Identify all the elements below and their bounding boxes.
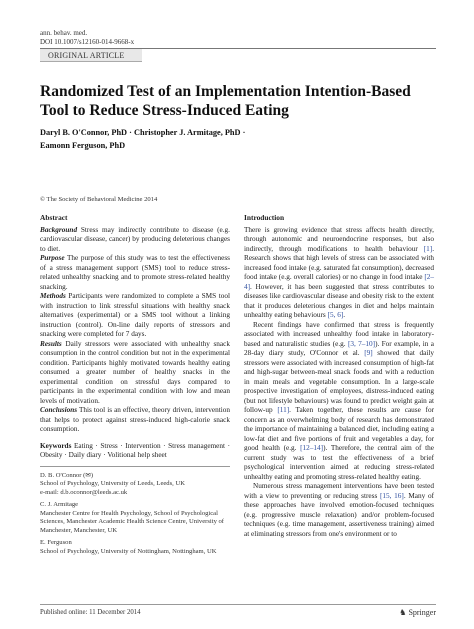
- body-text: .: [343, 311, 346, 319]
- citation-link[interactable]: [12–14]: [300, 444, 324, 452]
- body-text: Numerous stress management interventions have been tested with a view to preventing or reducing stress: [244, 482, 434, 500]
- abstract-label: Conclusions: [40, 406, 78, 414]
- affiliation-block: [40, 472, 230, 498]
- affiliation-address: School of Psychology, University of Leeds, Leeds, UK: [40, 480, 185, 487]
- body-text: . Many of these approaches have involved emotion-focused techniques (e.g. progressive muscle relaxation) and/or problem-focused techniques (e.g. time management, assertiveness training) aimed at eliminating stressors from one's environment or to: [244, 491, 434, 538]
- citation-link[interactable]: [2–4]: [244, 273, 434, 291]
- affiliation-block: [40, 539, 230, 556]
- body-text: showed that daily stressors were associated with increased consumption of high-fat and high-sugar between-meal snack foods and with a reduction in main meals and vegetable consumption. In a large-scale prospective investigation of employees, distress-induced eating (but not lifestyle behaviours) was found to predict weight gain at follow-up: [244, 349, 434, 414]
- abstract-text: Participants were randomized to complete a SMS tool with instruction to link stressful situations with healthy snack alternatives (experimental) or a SMS tool without a linking instruction (control). On-line daily reports of stressors and snacking were completed for 7 days.: [40, 292, 230, 338]
- affiliation-divider: [40, 466, 230, 467]
- affiliation-name: E. Ferguson: [40, 539, 72, 546]
- published-date: Published online: 11 December 2014: [40, 609, 141, 616]
- authors-line: Eamonn Ferguson, PhD: [40, 141, 126, 150]
- left-column: [40, 213, 230, 560]
- abstract-heading: Abstract: [40, 213, 68, 222]
- keywords: [40, 442, 230, 461]
- body-text: ). For example, in a 28-day diary study, O'Connor et al.: [244, 339, 434, 357]
- abstract-label: Results: [40, 339, 62, 348]
- authors-line: Daryl B. O'Connor, PhD · Christopher J. Armitage, PhD ·: [40, 128, 246, 137]
- citation-link[interactable]: [5, 6]: [327, 311, 344, 319]
- affiliation-name: D. B. O'Connor (✉): [40, 471, 94, 479]
- citation-link[interactable]: [15, 16]: [379, 491, 404, 500]
- right-column: [244, 213, 434, 539]
- abstract-text: Daily stressors were associated with unhealthy snack consumption in the control condition but not in the experimental condition. Participants highly motivated towards healthy eating consumed a greater number of healthy snacks in the experimental condition on stressful days compared to participants in the experimental condition with low and mean levels of motivation.: [40, 339, 230, 405]
- publisher-logo: [399, 608, 436, 617]
- intro-paragraph-3: [244, 482, 434, 539]
- intro-paragraph-2: [244, 321, 434, 483]
- affiliation-email[interactable]: e-mail: d.b.oconnor@leeds.ac.uk: [40, 488, 128, 496]
- doi: DOI 10.1007/s12160-014-9668-x: [40, 38, 135, 46]
- abstract-label: Background: [40, 225, 78, 234]
- abstract-text: This tool is an effective, theory driven, intervention that helps to protect against stress-induced high-calorie snack consumption.: [40, 406, 230, 433]
- intro-paragraph-1: [244, 226, 434, 321]
- affiliation-name: C. J. Armitage: [40, 501, 79, 508]
- body-text: . Taken together, these results are cause for concern as an overwhelming body of research has demonstrated the importance of maintaining a balanced diet, including eating a low-fat diet and five portions of fruit and vegetables a day, for good health (e.g.: [244, 406, 435, 452]
- abstract-background: [40, 226, 230, 255]
- springer-horse-icon: ♞: [399, 608, 407, 617]
- abstract-text: Stress may indirectly contribute to disease (e.g. cardiovascular disease, cancer) by producing deleterious changes to diet.: [40, 225, 230, 253]
- affiliation-block: [40, 501, 230, 535]
- article-title: Randomized Test of an Implementation Intention-Based Tool to Reduce Stress-Induced Eating: [40, 83, 411, 119]
- abstract-methods: [40, 292, 230, 340]
- abstract-conclusions: [40, 406, 230, 435]
- publisher-name: Springer: [408, 608, 436, 617]
- affiliation-address: Manchester Centre for Health Psychology, School of Psychological Sciences, Manchester Academic Health Science Centre, University of Manchester, Manchester, UK: [40, 509, 225, 534]
- abstract-label: Methods: [40, 292, 66, 300]
- body-text: ). Therefore, the central aim of the current study was to test the effectiveness of a brief psychological intervention aimed at reducing stress-related unhealthy eating and promoting stress-related healthy eating.: [244, 444, 434, 481]
- keywords-label: Keywords: [40, 441, 72, 450]
- abstract-purpose: [40, 254, 230, 292]
- copyright-notice: © The Society of Behavioral Medicine 2014: [40, 196, 158, 203]
- body-text: . Research shows that high levels of stress can be associated with increased food intake (e.g. saturated fat consumption), decreased food intake (e.g. overall calories) or no change in food intake: [244, 244, 434, 281]
- citation-link[interactable]: [3, 7–10]: [347, 339, 376, 348]
- abstract-label: Purpose: [40, 254, 65, 262]
- introduction-heading: Introduction: [244, 213, 285, 222]
- abstract-results: [40, 340, 230, 407]
- keywords-text: Eating · Stress · Intervention · Stress management · Obesity · Daily diary · Volitional help sheet: [40, 441, 230, 459]
- citation-link[interactable]: [11]: [277, 406, 290, 414]
- body-text: . However, it has been suggested that stress contributes to diseases like cardiovascular disease and obesity risk to the extent that it produces deleterious changes in diet and helps maintain unhealthy eating behaviours: [244, 282, 434, 319]
- body-text: There is growing evidence that stress affects health directly, through autonomic and neuroendocrine responses, but also indirectly, through modifications to health behaviour: [244, 225, 434, 253]
- citation-link[interactable]: [1]: [423, 244, 433, 253]
- abstract-text: The purpose of this study was to test the effectiveness of a stress management support (SMS) tool to reduce stress-related unhealthy snacking and to promote stress-related healthy snacking.: [40, 254, 230, 291]
- body-text: Recent findings have confirmed that stress is frequently associated with increased unhealthy food intake in laboratory-based and naturalistic studies (e.g.: [244, 320, 434, 348]
- affiliations: [40, 472, 230, 557]
- affiliation-address: School of Psychology, University of Nottingham, Nottingham, UK: [40, 547, 217, 555]
- section-label: ORIGINAL ARTICLE: [40, 49, 142, 62]
- journal-header: [40, 29, 134, 47]
- author-list: [40, 126, 340, 152]
- footer-rule: [40, 604, 436, 605]
- journal-name: ann. behav. med.: [40, 29, 88, 37]
- citation-link[interactable]: [9]: [364, 349, 373, 357]
